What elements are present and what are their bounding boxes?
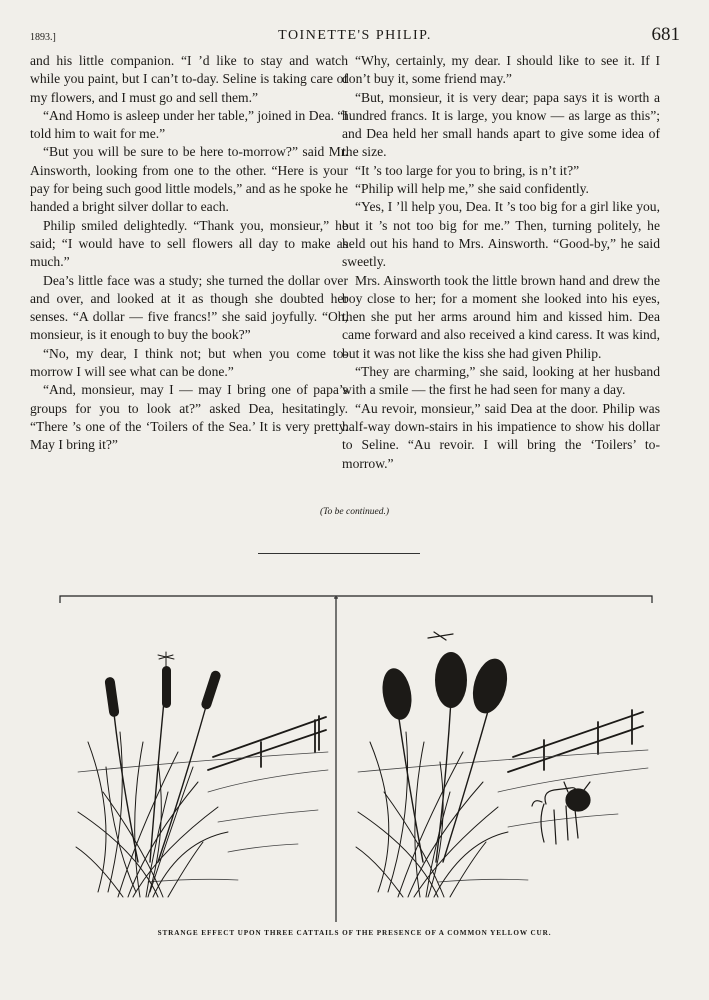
- paragraph: “But you will be sure to be here to-morrow?” said Mr. Ainsworth, looking from one to the other. “Here is your pay for being such good little models,” and as he spoke he handed a bright silver dollar to each.: [30, 144, 348, 215]
- header-title: TOINETTE'S PHILIP.: [278, 28, 432, 43]
- paragraph: “It ’s too large for you to bring, is n’t it?”: [355, 162, 580, 178]
- ground-left: [78, 752, 328, 882]
- ground-right: [358, 750, 648, 882]
- paragraph: “Philip will help me,” she said confidently.: [355, 181, 589, 197]
- left-text-column: [30, 52, 348, 455]
- to-be-continued: (To be continued.): [319, 507, 390, 517]
- fence-right: [508, 710, 643, 772]
- paragraph: “They are charming,” she said, looking at her husband with a smile — the first he had seen for many a day.: [342, 364, 660, 398]
- paragraph: “Au revoir, monsieur,” said Dea at the door. Philip was half-way down-stairs in his impatience to show his dollar to Seline. “Au revoir. I will bring the ‘Toilers’ to-morrow.”: [342, 400, 660, 471]
- paragraph: Philip smiled delightedly. “Thank you, monsieur,” he said; “I would have to sell flowers all day to make as much.”: [30, 217, 348, 270]
- paragraph: “Why, certainly, my dear. I should like to see it. If I don’t buy it, some friend may.”: [342, 53, 660, 87]
- header-year: 1893.]: [30, 32, 56, 43]
- paragraph: Dea’s little face was a study; she turned the dollar over and over, and looked at it as though she doubted her senses. “A dollar — five francs!” she said joyfully. “Oh, monsieur, is it enough to buy the book?”: [30, 272, 348, 343]
- right-text-column: [342, 52, 660, 473]
- paragraph: Mrs. Ainsworth took the little brown hand and drew the boy close to her; for a moment she looked into his eyes, then she put her arms around him and kissed him. Dea came forward and also received a kind caress. It was kind, but it was not like the kiss she had given Philip.: [342, 272, 660, 361]
- bushy-heads-right: [379, 652, 513, 722]
- paragraph: “And, monsieur, may I — may I bring one of papa’s groups for you to look at?” asked Dea, hesitatingly. “There ’s one of the ‘Toilers of the Sea.’ It is very pretty. May I bring it?”: [30, 382, 348, 453]
- cattails-illustration: [58, 592, 654, 922]
- grass-clump-left: [76, 732, 228, 897]
- dragonfly-right: [428, 632, 453, 640]
- grass-clump-right: [356, 732, 508, 897]
- plume-stems-right: [398, 700, 490, 862]
- page-number: 681: [651, 24, 680, 45]
- running-header: [30, 24, 680, 50]
- paragraph: and his little companion. “I ’d like to stay and watch while you paint, but I can’t to-day. Seline is taking care of my flowers, and I must go and sell them.”: [30, 53, 348, 105]
- yellow-cur-dog: [532, 782, 590, 844]
- right-panel: [356, 632, 648, 897]
- paragraph: “And Homo is asleep under her table,” joined in Dea. “I told him to wait for me.”: [30, 107, 348, 142]
- paragraph: “No, my dear, I think not; but when you come to-morrow I will see what can be done.”: [30, 345, 348, 380]
- left-panel: [76, 652, 328, 897]
- section-divider: [258, 553, 420, 554]
- paragraph: “Yes, I ’ll help you, Dea. It ’s too big for a girl like you, but it ’s not too big for me.” Then, turning politely, he held out his hand to Mrs. Ainsworth. “Good-by,” he said sweetly.: [342, 199, 660, 270]
- paragraph: “But, monsieur, it is very dear; papa says it is worth a hundred francs. It is large, you know — as large as this”; and Dea held her small hands apart to give some idea of the size.: [342, 89, 660, 160]
- dragonfly-left: [158, 652, 174, 666]
- cattail-stems-left: [113, 680, 210, 862]
- fence-left: [208, 716, 326, 770]
- illustration-caption: STRANGE EFFECT UPON THREE CATTAILS OF THE PRESENCE OF A COMMON YELLOW CUR.: [157, 929, 552, 937]
